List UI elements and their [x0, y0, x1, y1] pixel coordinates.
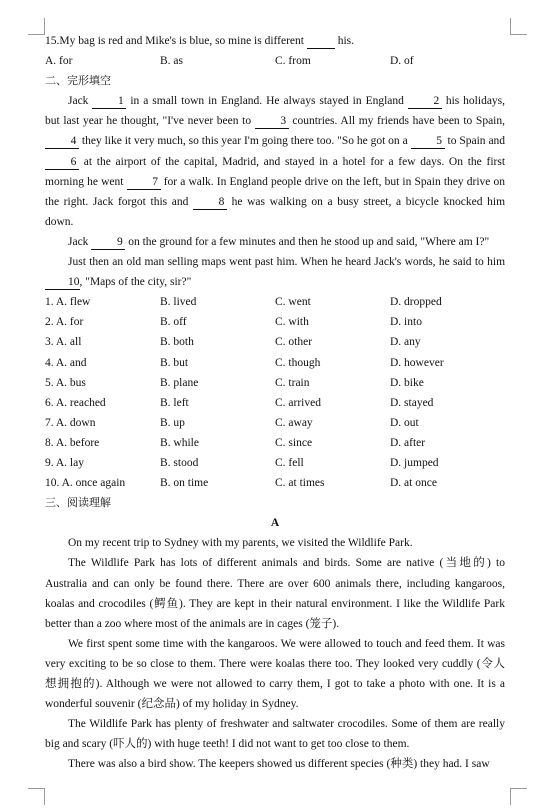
option-b: B. plane [160, 376, 199, 389]
option-a: 5. A. bus [45, 376, 86, 389]
option-b: B. but [160, 356, 189, 369]
cloze-blank-3[interactable]: 3 [255, 114, 289, 129]
crop-mark-bottom-left [28, 788, 45, 805]
cloze-option-row [45, 373, 505, 393]
reading-paragraph-4: The Wildlife Park has plenty of freshwater and saltwater crocodiles. Some of them are really big and scary (吓人的) with huge teeth! I did not want to get too close to them. [45, 718, 505, 751]
crop-mark-top-left [28, 18, 45, 35]
cloze-options-list [45, 292, 505, 493]
option-b: B. on time [160, 477, 209, 490]
option-a: 6. A. reached [45, 396, 106, 409]
option-b: B. off [160, 316, 187, 329]
option-c: C. though [275, 356, 321, 369]
option-b: B. left [160, 396, 189, 409]
option-a: 1. A. flew [45, 296, 91, 309]
option-c: C. with [275, 316, 309, 329]
cloze-blank-10[interactable]: 10 [45, 275, 80, 290]
option-d: D. out [390, 416, 419, 429]
cloze-option-row [45, 413, 505, 433]
document-body [45, 31, 505, 774]
reading-paragraph-2: The Wildlife Park has lots of different animals and birds. Some are native (当地的) to Australia and can only be found there. There are over 600 animals there, including kangaroos, koalas and crocodiles (鳄鱼). They are kept in their natural environment. I like the Wildlife Park better than a zoo where most of the animals are in cages (笼子). [45, 557, 505, 630]
question-15-options [45, 51, 505, 71]
option-d: D. after [390, 436, 426, 449]
option-a: 8. A. before [45, 436, 100, 449]
cloze-option-row [45, 292, 505, 312]
option-c: C. away [275, 416, 313, 429]
cloze-blank-4[interactable]: 4 [45, 134, 79, 149]
cloze-paragraph-1: Jack 1 in a small town in England. He always stayed in England 2 his holidays, but last year he thought, "I've never been to 3 countries. All my friends have been to Spain, 4 they like it very much, so this year I'm going there too. "So he got on a 5 to Spain and 6 at the airport of the capital, Madrid, and stayed in a hotel for a few days. On the first morning he went 7 for a walk. In England people drive on the left, but in Spain they drive on the right. Jack forgot this and 8 he was walking on a busy street, a bicycle knocked him down. [45, 95, 506, 228]
cloze-option-row [45, 332, 505, 352]
cloze-paragraph-2: Jack 9 on the ground for a few minutes and then he stood up and said, "Where am I?" [68, 235, 490, 248]
cloze-blank-7[interactable]: 7 [127, 175, 161, 190]
cloze-blank-2[interactable]: 2 [408, 94, 442, 109]
option-d: D. at once [390, 477, 437, 490]
cloze-blank-1[interactable]: 1 [92, 94, 126, 109]
cloze-blank-5[interactable]: 5 [411, 134, 445, 149]
crop-mark-top-right [510, 18, 527, 35]
cloze-option-row [45, 433, 505, 453]
option-b: B. up [160, 416, 185, 429]
option-d: D. any [390, 336, 421, 349]
passage-title: A [270, 517, 280, 530]
cloze-blank-8[interactable]: 8 [193, 195, 227, 210]
option-d: D. jumped [390, 456, 439, 469]
cloze-option-row [45, 393, 505, 413]
cloze-option-row [45, 353, 505, 373]
question-15-stem: 15.My bag is red and Mike's is blue, so mine is different his. [45, 35, 355, 47]
cloze-option-row [45, 312, 505, 332]
option-c: C. train [275, 376, 310, 389]
reading-paragraph-3: We first spent some time with the kangaroos. We were allowed to touch and feed them. It was very exciting to be so close to them. There were koalas there too. They looked very cuddly (令人 想拥抱的). Although we were not allowed to carry them, I got to take a photo with one. It is a wonderful souvenir (纪念品) of my holiday in Sydney. [45, 637, 505, 711]
option-b: B. both [160, 336, 194, 349]
option-b: B. lived [160, 296, 197, 309]
option-d: D. stayed [390, 396, 434, 409]
option-b: B. stood [160, 456, 199, 469]
option-c: C. arrived [275, 396, 321, 409]
option-b: B. while [160, 436, 199, 449]
option-b: B. as [160, 55, 183, 68]
option-a: 7. A. down [45, 416, 96, 429]
reading-paragraph-1: On my recent trip to Sydney with my parents, we visited the Wildlife Park. [68, 537, 413, 550]
option-d: D. however [390, 356, 444, 369]
option-d: D. into [390, 316, 422, 329]
option-d: D. of [390, 55, 414, 68]
option-c: C. fell [275, 456, 304, 469]
option-a: A. for [45, 55, 73, 68]
option-a: 10. A. once again [45, 477, 126, 490]
cloze-option-row [45, 473, 505, 493]
option-a: 3. A. all [45, 336, 82, 349]
option-a: 2. A. for [45, 316, 84, 329]
cloze-option-row [45, 453, 505, 473]
option-c: C. went [275, 296, 311, 309]
option-c: C. since [275, 436, 313, 449]
crop-mark-bottom-right [510, 788, 527, 805]
option-c: C. from [275, 55, 311, 68]
option-a: 4. A. and [45, 356, 87, 369]
section-heading-cloze: 二、完形填空 [45, 74, 111, 88]
cloze-blank-9[interactable]: 9 [91, 235, 125, 250]
option-a: 9. A. lay [45, 456, 84, 469]
cloze-blank-6[interactable]: 6 [45, 155, 79, 170]
answer-blank[interactable] [307, 34, 335, 49]
option-c: C. other [275, 336, 313, 349]
reading-paragraph-5: There was also a bird show. The keepers showed us different species (种类) they had. I saw [68, 758, 490, 771]
option-d: D. bike [390, 376, 424, 389]
cloze-paragraph-3: Just then an old man selling maps went past him. When he heard Jack's words, he said to him 10, "Maps of the city, sir?" [45, 252, 505, 292]
option-d: D. dropped [390, 296, 442, 309]
section-heading-reading: 三、阅读理解 [45, 496, 111, 510]
option-c: C. at times [275, 477, 325, 490]
